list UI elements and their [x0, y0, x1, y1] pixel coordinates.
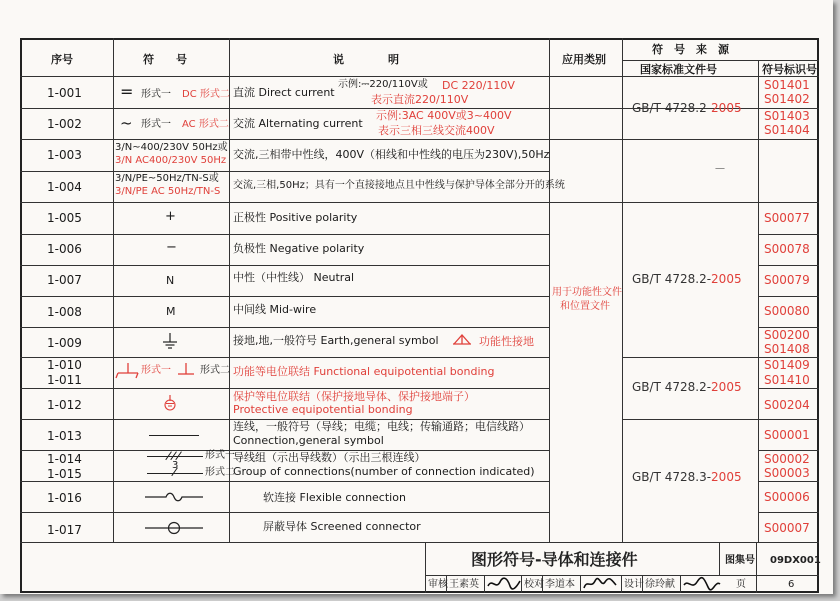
rule	[20, 481, 550, 482]
description: 功能等电位联结 Functional equipotential bonding	[233, 365, 495, 378]
row-no: 1-003	[47, 148, 82, 162]
rule	[622, 38, 623, 542]
description: Protective equipotential bonding	[233, 403, 413, 416]
minus-symbol: −	[166, 240, 177, 255]
description: 直流 Direct current	[233, 86, 335, 99]
rule	[20, 327, 550, 328]
form-label: AC 形式二	[182, 119, 229, 130]
rule	[20, 171, 550, 172]
description: 交流,三相,50Hz；具有一个直接接地点且中性线与保护导体全部分开的系统	[233, 180, 565, 191]
form-label: 形式二	[205, 467, 235, 478]
symbol-id: S00078	[764, 242, 810, 256]
form-label: 形式一	[205, 450, 235, 461]
rule	[549, 38, 550, 542]
description: 屏蔽导体 Screened connector	[263, 520, 421, 533]
rule	[484, 575, 485, 593]
ac-symbol: ~	[120, 114, 133, 132]
symbol-text: 3/N~400/230V 50Hz或	[115, 142, 228, 153]
header-std-doc: 国家标准文件号	[640, 63, 717, 76]
rule	[542, 575, 543, 593]
rule	[621, 575, 622, 593]
description: 正极性 Positive polarity	[233, 211, 358, 224]
symbol-id: S00007	[764, 521, 810, 535]
symbol-id: S01410	[764, 373, 810, 387]
symbol-id: S00200	[764, 328, 810, 342]
form-label: 形式一	[141, 365, 171, 376]
example: DC 220/110V	[442, 79, 515, 92]
drawing-title: 图形符号-导体和连接件	[471, 550, 638, 569]
symbol-id: S00001	[764, 428, 810, 442]
description: 负极性 Negative polarity	[233, 242, 365, 255]
description: 中间线 Mid-wire	[233, 303, 317, 316]
rule	[20, 202, 819, 203]
rule	[20, 234, 550, 235]
rule	[580, 575, 581, 593]
atlas-label: 图集号	[725, 555, 755, 566]
flexible-connection-icon	[145, 491, 203, 503]
mid-wire-symbol: M	[166, 305, 176, 318]
design-label: 设计	[624, 579, 644, 590]
plus-symbol: +	[165, 209, 176, 224]
rule	[680, 575, 681, 593]
description: Connection,general symbol	[233, 434, 384, 447]
functional-earth-icon	[451, 332, 473, 346]
symbol-text: 3/N/PE~50Hz/TN-S或	[115, 173, 219, 184]
header-no: 序号	[51, 53, 73, 66]
rule	[20, 357, 550, 358]
header-symbol: 符 号	[143, 53, 187, 66]
row-no: 1-001	[47, 86, 82, 100]
check-name: 李道本	[545, 579, 575, 590]
rule	[20, 265, 550, 266]
dash: －	[714, 162, 727, 176]
review-name: 王素英	[449, 579, 479, 590]
standard-doc: GB/T 4728.2-2005	[632, 380, 742, 394]
note: 功能性接地	[479, 335, 534, 348]
rule	[758, 388, 819, 389]
signature-icon	[582, 576, 618, 592]
description: 交流 Alternating current	[233, 117, 363, 130]
description: Group of connections(number of connection indicated)	[233, 465, 535, 478]
form-label: 形式一	[141, 119, 171, 130]
description: 交流,三相带中性线，400V（相线和中性线的电压为230V),50Hz	[233, 148, 550, 161]
page-label: 页	[736, 579, 746, 590]
signature-icon	[682, 576, 722, 592]
form-label: 形式一	[141, 89, 171, 100]
symbol-id: S00002	[764, 452, 810, 466]
standard-doc: GB/T 4728.2-2005	[632, 272, 742, 286]
neutral-symbol: N	[166, 274, 175, 287]
rule	[20, 542, 819, 543]
rule	[446, 575, 447, 593]
row-no: 1-014	[47, 452, 82, 466]
review-label: 审核	[428, 579, 448, 590]
symbol-text: 3/N AC400/230V 50Hz	[115, 155, 227, 166]
screened-conductor-icon	[145, 521, 203, 535]
rule	[521, 575, 522, 593]
row-no: 1-006	[47, 242, 82, 256]
atlas-number: 09DX001	[770, 555, 821, 566]
description: 导线组（示出导线数）（示出三根连线）	[233, 451, 426, 464]
header-sym-id: 符号标识号	[762, 63, 817, 76]
description: 连线，一般符号（导线；电缆；电线；传输通路；电信线路）	[233, 420, 530, 433]
symbol-id: S01402	[764, 92, 810, 106]
row-no: 1-011	[47, 373, 82, 387]
example: 表示三相三线交流400V	[378, 124, 495, 137]
rule	[758, 512, 819, 513]
description: 接地,地,一般符号 Earth,general symbol	[233, 334, 439, 347]
symbol-id: S00077	[764, 211, 810, 225]
rule	[758, 296, 819, 297]
rule	[20, 512, 550, 513]
rule	[758, 234, 819, 235]
symbol-id: S01408	[764, 342, 810, 356]
row-no: 1-013	[47, 429, 82, 443]
rule	[622, 60, 819, 61]
standard-doc: GB/T 4728.2-2005	[632, 101, 742, 115]
rule	[425, 542, 426, 593]
row-no: 1-008	[47, 305, 82, 319]
row-no: 1-016	[47, 491, 82, 505]
form-label: 形式二	[200, 365, 230, 376]
rule	[758, 481, 819, 482]
check-label: 校对	[524, 579, 544, 590]
form-label: DC 形式二	[182, 89, 230, 100]
symbol-id: S00204	[764, 398, 810, 412]
design-name: 徐玲献	[645, 579, 675, 590]
wire-count: 3	[172, 460, 179, 471]
dc-symbol: =	[120, 82, 134, 101]
rule	[20, 388, 550, 389]
rule	[758, 450, 819, 451]
rule	[719, 542, 720, 575]
rule	[756, 542, 757, 593]
row-no: 1-009	[47, 336, 82, 350]
symbol-id: S00079	[764, 273, 810, 287]
header-category: 应用类别	[562, 53, 606, 66]
row-no: 1-004	[47, 180, 82, 194]
connection-line-icon	[149, 435, 199, 436]
standard-doc: GB/T 4728.3-2005	[632, 470, 742, 484]
category: 用于功能性文件	[552, 287, 622, 298]
header-source: 符 号 来 源	[652, 43, 729, 56]
symbol-id: S00006	[764, 490, 810, 504]
description: 中性（中性线） Neutral	[233, 271, 355, 284]
symbol-id: S01401	[764, 78, 810, 92]
symbol-id: S01409	[764, 358, 810, 372]
symbol-id: S01404	[764, 123, 810, 137]
example: 示例:3AC 400V或3~400V	[376, 109, 512, 122]
symbol-id: S00003	[764, 466, 810, 480]
functional-bonding-icon	[115, 361, 141, 379]
page-number: 6	[788, 579, 795, 590]
rule	[113, 38, 114, 542]
row-no: 1-015	[47, 467, 82, 481]
header-desc: 说 明	[333, 53, 399, 66]
functional-bonding-icon	[176, 361, 196, 379]
row-no: 1-012	[47, 398, 82, 412]
description: 保护等电位联结（保护接地导体、保护接地端子）	[233, 390, 475, 403]
rule	[20, 296, 550, 297]
rule	[20, 139, 819, 140]
symbol-text: 3/N/PE AC 50Hz/TN-S	[115, 186, 221, 197]
example: 表示直流220/110V	[371, 93, 469, 106]
protective-bonding-icon	[162, 394, 178, 412]
example: 示例:⎓220/110V或	[338, 79, 428, 90]
rule	[20, 76, 819, 77]
earth-icon	[160, 332, 180, 352]
rule	[758, 60, 759, 542]
rule	[758, 265, 819, 266]
rule	[622, 419, 819, 420]
row-no: 1-007	[47, 273, 82, 287]
description: 软连接 Flexible connection	[263, 491, 406, 504]
row-no: 1-017	[47, 523, 82, 537]
rule	[642, 575, 643, 593]
row-no: 1-010	[47, 358, 82, 372]
symbol-id: S00080	[764, 304, 810, 318]
row-no: 1-002	[47, 117, 82, 131]
signature-icon	[486, 576, 522, 592]
category: 和位置文件	[560, 301, 610, 312]
symbol-id: S01403	[764, 109, 810, 123]
row-no: 1-005	[47, 211, 82, 225]
